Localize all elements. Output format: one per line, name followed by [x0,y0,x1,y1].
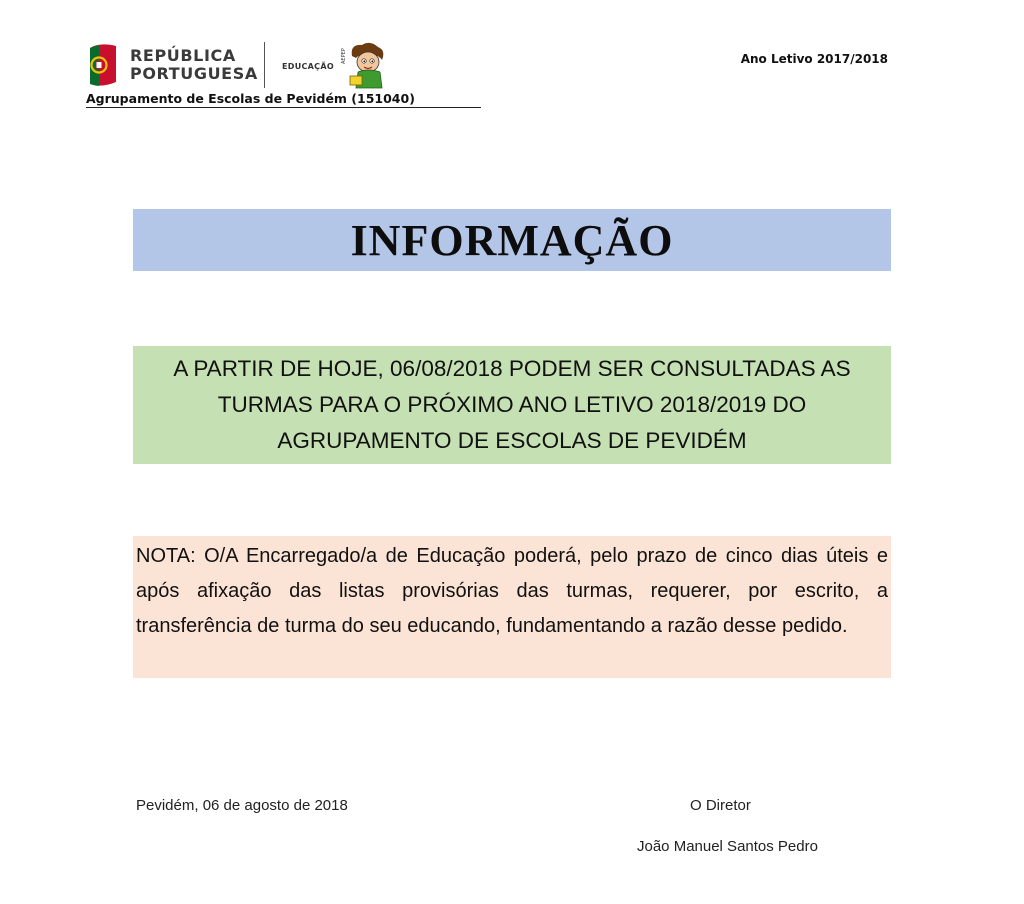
government-logo [86,40,396,92]
place-and-date: Pevidém, 06 de agosto de 2018 [136,797,348,814]
announcement-banner [133,346,891,464]
school-year: Ano Letivo 2017/2018 [740,52,888,66]
director-name: João Manuel Santos Pedro [637,838,818,855]
page-title: INFORMAÇÃO [350,215,674,265]
announcement-text: A PARTIR DE HOJE, 06/08/2018 PODEM SER CONSULTADAS AS TURMAS PARA O PRÓXIMO ANO LETIVO 2018/2019 DO AGRUPAMENTO DE ESCOLAS DE PEVIDÉM [173,356,851,453]
school-name: Agrupamento de Escolas de Pevidém (151040) [86,91,481,108]
note-banner [133,536,891,678]
mascot-tag: AEPEP [341,48,347,64]
logo-divider [264,42,265,88]
note-text: NOTA: O/A Encarregado/a de Educação poderá, pelo prazo de cinco dias úteis e após afixação das listas provisórias das turmas, requerer, por escrito, a transferência de turma do seu educando, fundamentando a razão desse pedido. [136,545,888,637]
education-label: EDUCAÇÃO [282,62,334,71]
republic-label-line2: PORTUGUESA [130,64,258,83]
title-banner [133,209,891,271]
school-mascot-logo [340,40,390,90]
director-title: O Diretor [690,797,751,814]
portugal-flag-icon [86,42,120,90]
republic-label-line1: REPÚBLICA [130,46,236,65]
